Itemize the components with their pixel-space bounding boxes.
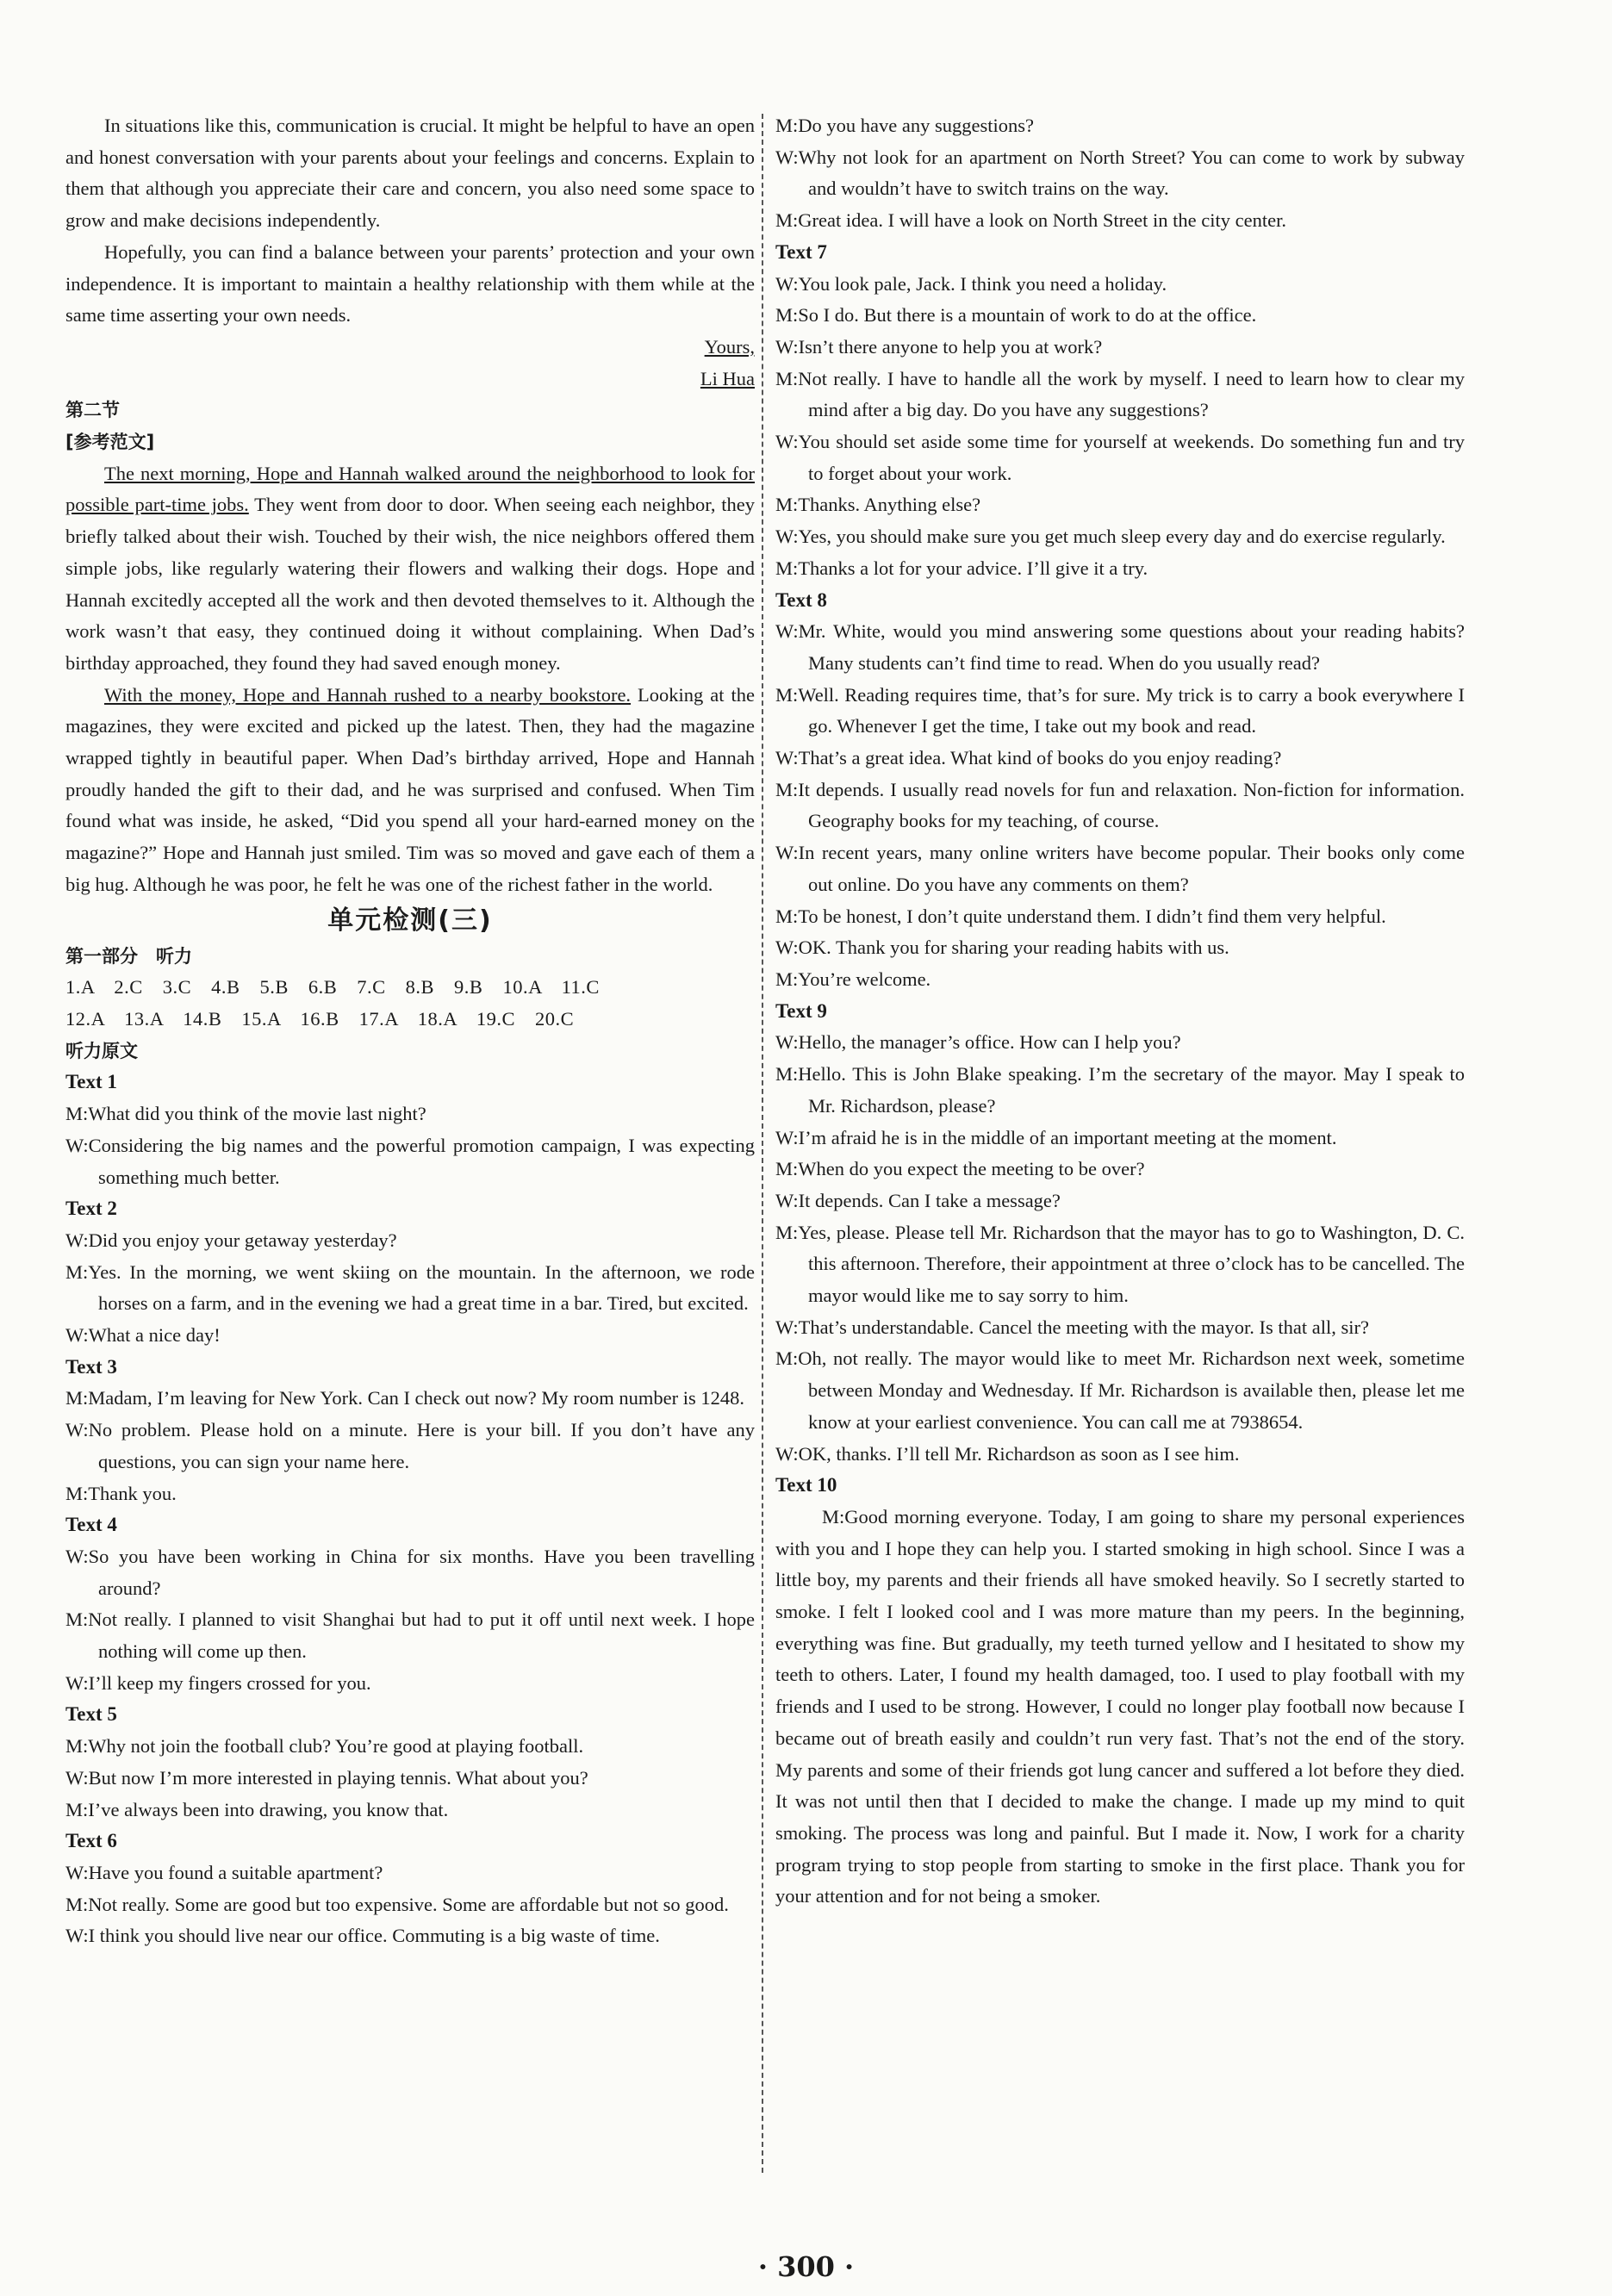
dialogue-line: M:When do you expect the meeting to be over? [775, 1158, 1145, 1180]
dialogue-line: W:Considering the big names and the powerful promotion campaign, I was expecting something much better. [65, 1134, 755, 1188]
text-title: Text 4 [65, 1514, 117, 1536]
text-title: Text 6 [65, 1830, 117, 1852]
section-heading: 第二节 [65, 400, 120, 421]
letter-closing: Yours, [704, 335, 755, 358]
given-opening-sentence: With the money, Hope and Hannah rushed to a nearby bookstore. [104, 683, 632, 706]
dialogue-line: W:Did you enjoy your getaway yesterday? [65, 1229, 397, 1251]
monologue-paragraph: M:Good morning everyone. Today, I am going to share my personal experiences with you and I hope they can help you. I started smoking in high school. Since I was a little boy, my parents and their friends all have smoked heavily. So I secretly started to smoke. I felt I looked cool and I was more mature than my peers. In the beginning, everything was fine. But gradually, my teeth turned yellow and I hesitated to show my teeth to others. Later, I found my health damaged, too. I used to play football with my friends and I used to be strong. However, I could no longer play football now because I became out of breath easily and couldn’t run very fast. That’s not the end of the story. My parents and some of their friends got lung cancer and suffered a lot before they died. It was not until then that I decided to make the change. I made up my mind to quit smoking. The process was long and painful. But I made it. Now, I work for a charity program trying to stop people from starting to smoke in the first place. Thank you for your attention and for not being a smoker. [775, 1505, 1465, 1907]
dialogue-line: M:Thanks. Anything else? [775, 494, 981, 516]
dialogue-line: M:Do you have any suggestions? [775, 115, 1034, 136]
text-title: Text 7 [775, 240, 827, 263]
dialogue-line: M:I’ve always been into drawing, you know that. [65, 1798, 449, 1820]
text-title: Text 3 [65, 1355, 117, 1378]
dialogue-line: W:It depends. Can I take a message? [775, 1189, 1061, 1211]
given-opening-sentence: The next morning, Hope and Hannah walked around the neighborhood to look for possible part-time jobs. [65, 462, 755, 516]
dialogue-line: W:I’ll keep my fingers crossed for you. [65, 1671, 371, 1694]
text-title: Text 5 [65, 1703, 117, 1726]
page-number: · 300 · [757, 2250, 855, 2283]
column-divider [762, 114, 763, 2173]
dialogue-line: W:But now I’m more interested in playing tennis. What about you? [65, 1766, 588, 1789]
dialogue-line: M:Yes, please. Please tell Mr. Richardson that the mayor has to go to Washington, D. C. this afternoon. Therefore, their appointment at three o’clock has to be cancelled. The mayor would like me to say sorry to him. [775, 1221, 1465, 1307]
letter-paragraph: In situations like this, communication is crucial. It might be helpful to have an open and honest conversation with your parents about your feelings and concerns. Explain to them that although you appreciate their care and concern, you also need some space to grow and make decisions independently. [65, 115, 755, 232]
part-heading: 第一部分 听力 [65, 945, 192, 967]
dialogue-line: W:Yes, you should make sure you get much sleep every day and do exercise regularly. [775, 526, 1446, 548]
dialogue-line: M:Madam, I’m leaving for New York. Can I check out now? My room number is 1248. [65, 1387, 744, 1409]
dialogue-line: W:What a nice day! [65, 1324, 221, 1347]
text-title: Text 8 [775, 588, 827, 611]
text-title: Text 2 [65, 1198, 117, 1220]
text-title: Text 9 [775, 999, 827, 1022]
answer-key-row: 1.A 2.C 3.C 4.B 5.B 6.B 7.C 8.B 9.B 10.A 11.C [65, 976, 600, 999]
dialogue-line: M:Not really. I have to handle all the work by myself. I need to learn how to clear my mind after a big day. Do you have any suggestions? [775, 367, 1465, 421]
letter-signature: Li Hua [700, 367, 755, 389]
text-title: Text 1 [65, 1071, 117, 1093]
dialogue-line: M:Why not join the football club? You’re good at playing football. [65, 1735, 584, 1758]
dialogue-line: M:It depends. I usually read novels for fun and relaxation. Non-fiction for information. Geography books for my teaching, of course. [775, 778, 1465, 832]
dialogue-line: M:To be honest, I don’t quite understand them. I didn’t find them very helpful. [775, 905, 1386, 927]
dialogue-line: M:What did you think of the movie last night? [65, 1103, 426, 1125]
right-column [775, 110, 1465, 1913]
dialogue-line: W:I think you should live near our office. Commuting is a big waste of time. [65, 1925, 660, 1947]
dialogue-line: M:Not really. I planned to visit Shanghai but had to put it off until next week. I hope nothing will come up then. [65, 1608, 755, 1663]
dialogue-line: W:Have you found a suitable apartment? [65, 1861, 383, 1883]
dialogue-line: W:You should set aside some time for yourself at weekends. Do something fun and try to forget about your work. [775, 431, 1465, 484]
dialogue-line: W:Hello, the manager’s office. How can I help you? [775, 1031, 1181, 1054]
story-paragraph: With the money, Hope and Hannah rushed to a nearby bookstore. Looking at the magazines, they were excited and picked up the latest. Then, they had the magazine wrapped tightly in beautiful paper. When Dad’s birthday arrived, Hope and Hannah proudly handed the gift to their dad, and he was surprised and confused. When Tim found what was inside, he asked, “Did you spend all your hard-earned money on the magazine?” Hope and Hannah just smiled. Tim was so moved and gave each of them a big hug. Although he was poor, he felt he was one of the richest father in the world. [65, 683, 755, 895]
dialogue-line: M:So I do. But there is a mountain of work to do at the office. [775, 304, 1257, 327]
dialogue-line: W:Isn’t there anyone to help you at work? [775, 335, 1103, 358]
dialogue-line: M:You’re welcome. [775, 968, 931, 990]
dialogue-line: W:Mr. White, would you mind answering some questions about your reading habits? Many students can’t find time to read. When do you usually read? [775, 620, 1465, 674]
dialogue-line: W:No problem. Please hold on a minute. Here is your bill. If you don’t have any questions, you can sign your name here. [65, 1419, 755, 1472]
dialogue-line: W:That’s a great idea. What kind of books do you enjoy reading? [775, 747, 1282, 769]
dialogue-line: W:I’m afraid he is in the middle of an important meeting at the moment. [775, 1126, 1337, 1148]
story-paragraph: The next morning, Hope and Hannah walked around the neighborhood to look for possible part-time jobs. They went from door to door. When seeing each neighbor, they briefly talked about their wish. Touched by their wish, the nice neighbors offered them simple jobs, like regularly watering their flowers and walking their dogs. Hope and Hannah excitedly accepted all the work and then devoted themselves to it. Although the work wasn’t that easy, they continued doing it without complaining. When Dad’s birthday approached, they found they had saved enough money. [65, 462, 755, 674]
dialogue-line: W:So you have been working in China for six months. Have you been travelling around? [65, 1545, 755, 1599]
dialogue-line: M:Yes. In the morning, we went skiing on the mountain. In the afternoon, we rode horses on a farm, and in the evening we had a great time in a bar. Tired, but excited. [65, 1260, 755, 1315]
answer-key-row: 12.A 13.A 14.B 15.A 16.B 17.A 18.A 19.C 20.C [65, 1007, 575, 1030]
dialogue-line: W:You look pale, Jack. I think you need a holiday. [775, 272, 1167, 295]
dialogue-line: M:Thanks a lot for your advice. I’ll give it a try. [775, 557, 1148, 579]
text-title: Text 10 [775, 1474, 837, 1496]
dialogue-line: M:Great idea. I will have a look on North Street in the city center. [775, 209, 1286, 232]
dialogue-line: W:That’s understandable. Cancel the meeting with the mayor. Is that all, sir? [775, 1316, 1369, 1338]
dialogue-line: W:In recent years, many online writers have become popular. Their books only come out online. Do you have any comments on them? [775, 842, 1465, 895]
letter-paragraph: Hopefully, you can find a balance between your parents’ protection and your own independence. It is important to maintain a healthy relationship with them while at the same time asserting your own needs. [65, 240, 755, 327]
unit-test-title: 单元检测(三) [327, 905, 493, 936]
dialogue-line: W:Why not look for an apartment on North Street? You can come to work by subway and wouldn’t have to switch trains on the way. [775, 146, 1465, 200]
dialogue-line: M:Not really. Some are good but too expensive. Some are affordable but not so good. [65, 1893, 729, 1915]
dialogue-line: M:Well. Reading requires time, that’s for sure. My trick is to carry a book everywhere I go. Whenever I get the time, I take out my book and read. [775, 683, 1465, 737]
model-essay-heading: [参考范文] [65, 432, 155, 453]
dialogue-line: M:Hello. This is John Blake speaking. I’m the secretary of the mayor. May I speak to Mr. Richardson, please? [775, 1063, 1465, 1117]
dialogue-line: W:OK. Thank you for sharing your reading habits with us. [775, 936, 1229, 959]
dialogue-line: W:OK, thanks. I’ll tell Mr. Richardson as soon as I see him. [775, 1442, 1240, 1465]
dialogue-line: M:Oh, not really. The mayor would like to meet Mr. Richardson next week, sometime between Monday and Wednesday. If Mr. Richardson is available then, please let me know at your earliest convenience. You can call me at 7938654. [775, 1347, 1465, 1433]
transcript-heading: 听力原文 [65, 1040, 138, 1061]
dialogue-line: M:Thank you. [65, 1482, 177, 1504]
left-column [65, 110, 755, 1952]
